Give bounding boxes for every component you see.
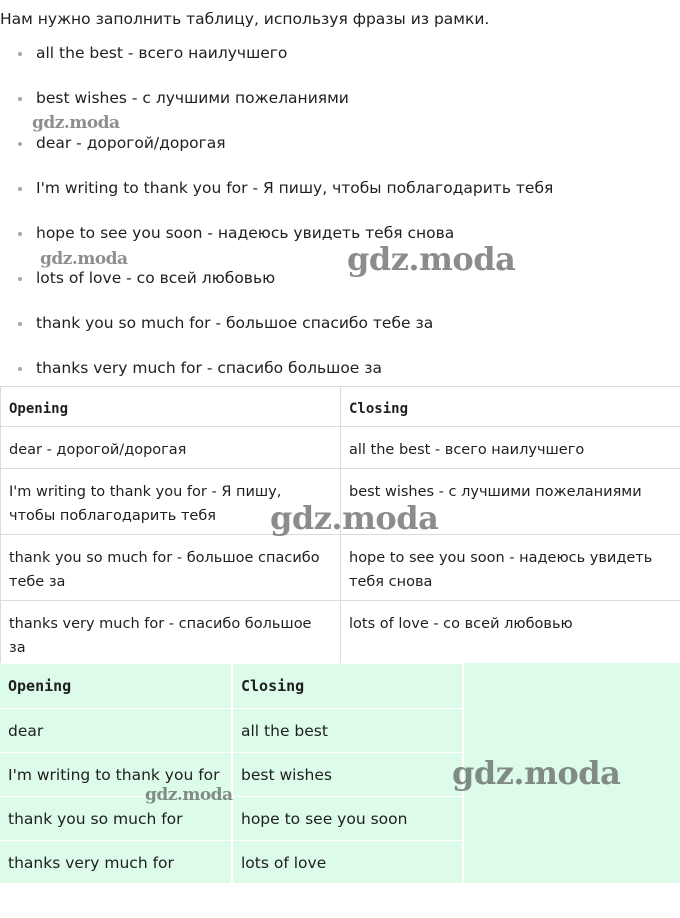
table-cell: I'm writing to thank you for - Я пишу, чтобы поблагодарить тебя [1,469,341,535]
table-header-row [1,387,680,427]
list-item: dear - дорогой/дорогая [0,132,680,177]
watermark: gdz.moda [347,240,516,278]
intro-text: Нам нужно заполнить таблицу, используя фразы из рамки. [0,10,490,28]
table-cell: thank you so much for - большое спасибо тебе за [1,535,341,601]
table-row [0,709,463,753]
translated-table [0,386,680,667]
list-item: thank you so much for - большое спасибо тебе за [0,312,680,357]
table-cell: thanks very much for - спасибо большое за [1,601,341,667]
list-item: lots of love - со всей любовью [0,267,680,312]
watermark: gdz.moda [270,499,439,537]
table-row [1,601,680,667]
answer-table [0,663,464,885]
table-row [1,535,680,601]
table-cell: lots of love [232,841,463,885]
table-row [0,753,463,797]
closing-header: Closing [341,387,680,427]
table-cell: I'm writing to thank you for [0,753,232,797]
closing-header: Closing [232,664,463,709]
table-cell: best wishes [232,753,463,797]
list-item: all the best - всего наилучшего [0,42,680,87]
table-cell: thanks very much for [0,841,232,885]
watermark: gdz.moda [32,113,120,133]
list-item: best wishes - с лучшими пожеланиями [0,87,680,132]
table-cell: best wishes - с лучшими пожеланиями [341,469,680,535]
table-cell: lots of love - со всей любовью [341,601,680,667]
opening-header: Opening [1,387,341,427]
phrase-list [0,42,680,402]
table-header-row [0,664,463,709]
table-cell: hope to see you soon [232,797,463,841]
table-cell: dear [0,709,232,753]
opening-header: Opening [0,664,232,709]
list-item: thanks very much for - спасибо большое за [0,357,680,402]
table-cell: hope to see you soon - надеюсь увидеть тебя снова [341,535,680,601]
table-row [0,797,463,841]
table-cell: dear - дорогой/дорогая [1,427,341,469]
table-row [1,427,680,469]
list-item: hope to see you soon - надеюсь увидеть тебя снова [0,222,680,267]
watermark: gdz.moda [40,249,128,269]
list-item: I'm writing to thank you for - Я пишу, чтобы поблагодарить тебя [0,177,680,222]
table-cell: all the best - всего наилучшего [341,427,680,469]
table-row [1,469,680,535]
watermark: gdz.moda [452,754,621,792]
table-row [0,841,463,885]
table-cell: thank you so much for [0,797,232,841]
table-cell: all the best [232,709,463,753]
watermark: gdz.moda [145,785,233,805]
